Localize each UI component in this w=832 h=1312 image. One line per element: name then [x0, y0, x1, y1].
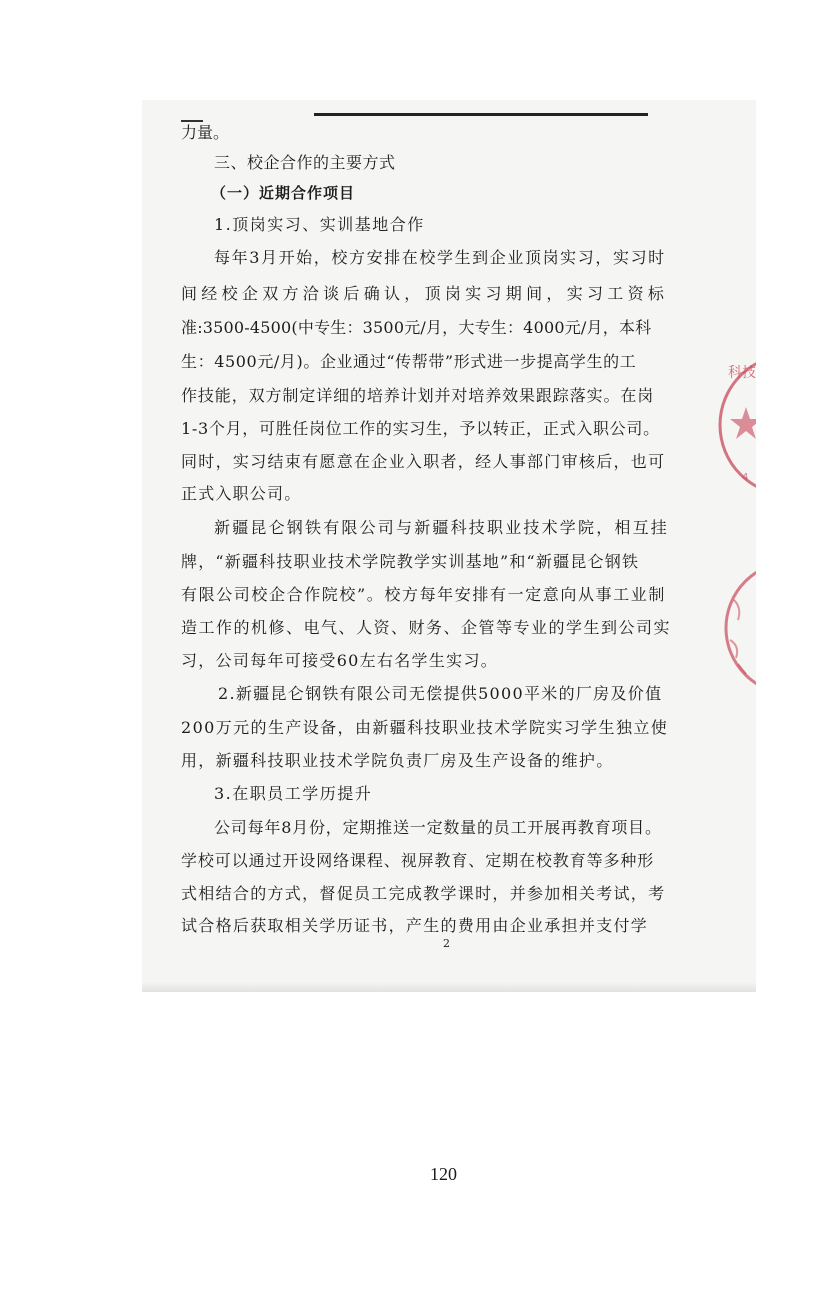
item2-line3: 用，新疆科技职业技术学院负责厂房及生产设备的维护。: [181, 751, 614, 770]
item2-line1: 2.新疆昆仑钢铁有限公司无偿提供5000平米的厂房及价值: [218, 684, 663, 703]
top-rule-short: [181, 120, 203, 122]
para1-line3: 准:3500-4500(中专生：3500元/月，大专生：4000元/月，本科: [181, 318, 652, 337]
para1-line2: 间经校企双方洽谈后确认，顶岗实习期间，实习工资标: [181, 284, 669, 303]
para1-line5: 作技能，双方制定详细的培养计划并对培养效果跟踪落实。在岗: [181, 386, 655, 405]
scan-bottom-edge: [142, 982, 756, 992]
para3-line2: 学校可以通过开设网络课程、视屏教育、定期在校教育等多种形: [181, 851, 655, 870]
document-page-number: 120: [430, 1164, 457, 1184]
seal-fragment-upper: [712, 345, 756, 500]
text-line-1: 力量。: [181, 123, 230, 142]
item2-line2: 200万元的生产设备，由新疆科技职业技术学院实习学生独立使: [181, 718, 669, 737]
seal-text-bottom: 4: [742, 472, 749, 483]
para2-line1: 新疆昆仑钢铁有限公司与新疆科技职业技术学院，相互挂: [214, 518, 670, 537]
para3-line3: 式相结合的方式，督促员工完成教学课时，并参加相关考试，考: [181, 884, 666, 903]
para3-line4: 试合格后获取相关学历证书，产生的费用由企业承担并支付学: [181, 916, 649, 935]
item-heading-3: 3.在职员工学历提升: [214, 784, 373, 803]
para2-line5: 习，公司每年可接受60左右名学生实习。: [181, 651, 499, 670]
para1-line7: 同时，实习结束有愿意在企业入职者，经人事部门审核后，也可: [181, 452, 666, 471]
para1-line6: 1-3个月，可胜任岗位工作的实习生，予以转正，正式入职公司。: [181, 419, 660, 438]
para1-line8: 正式入职公司。: [181, 484, 302, 503]
subsection-heading: （一）近期合作项目: [211, 184, 356, 202]
para2-line2: 牌，“新疆科技职业技术学院教学实训基地”和“新疆昆仑钢铁: [181, 552, 640, 571]
para2-line4: 造工作的机修、电气、人资、财务、企管等专业的学生到公司实: [181, 618, 672, 637]
seal-fragment-lower: [712, 560, 756, 695]
top-rule-long: [314, 113, 648, 116]
para2-line3: 有限公司校企合作院校”。校方每年安排有一定意向从事工业制: [181, 585, 666, 604]
inner-page-number: 2: [443, 937, 450, 950]
seal-text-top: 科技: [728, 365, 756, 381]
section-heading: 三、校企合作的主要方式: [214, 153, 396, 172]
item-heading-1: 1.顶岗实习、实训基地合作: [214, 215, 425, 234]
para1-line1: 每年3月开始，校方安排在校学生到企业顶岗实习，实习时: [214, 248, 666, 267]
para3-line1: 公司每年8月份，定期推送一定数量的员工开展再教育项目。: [214, 818, 662, 837]
para1-line4: 生：4500元/月)。企业通过“传帮带”形式进一步提高学生的工: [181, 352, 637, 371]
